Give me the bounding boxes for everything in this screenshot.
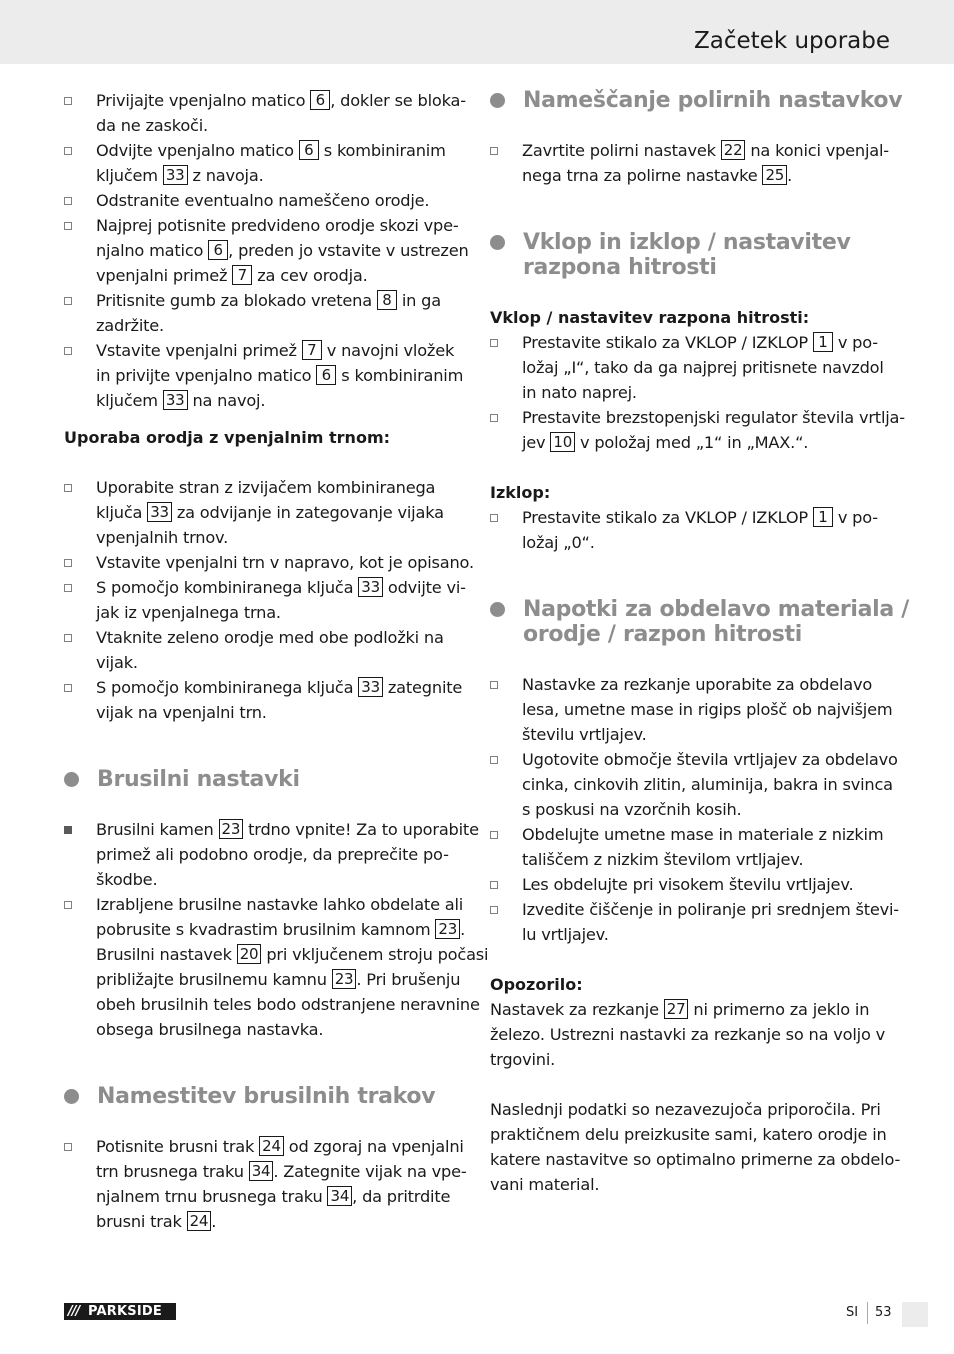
list-item: [490, 822, 890, 872]
square-bullet-icon: [64, 197, 72, 205]
brand-name: PARKSIDE: [88, 1304, 162, 1319]
square-bullet-icon: [490, 756, 498, 764]
list-item-text: Uporabite stran z izvijačem kombiniranega: [96, 478, 436, 497]
list-item: [64, 288, 464, 338]
list-item: [64, 575, 464, 625]
list-item-text: lu vrtljajev.: [522, 925, 609, 944]
subheading-warning: Opozorilo:: [490, 975, 583, 994]
square-bullet-icon: [490, 881, 498, 889]
list-item-text: Izvedite čiščenje in poliranje pri srednjem števi-: [522, 900, 899, 919]
list-item: [64, 475, 464, 550]
list-item: [64, 817, 479, 892]
square-bullet-icon: [490, 831, 498, 839]
part-reference-number: 1: [813, 507, 833, 527]
square-bullet-icon: [490, 681, 498, 689]
paragraph-note: [490, 1097, 901, 1197]
language-code: SI: [846, 1305, 859, 1320]
square-bullet-icon: [64, 634, 72, 642]
section-heading-tips: [490, 597, 910, 647]
section-title: Namestitev brusilnih trakov: [97, 1084, 436, 1109]
list-item-text: S pomočjo kombiniranega ključa 33 zategnite: [96, 678, 463, 697]
logo-stripes-icon: ///: [68, 1304, 80, 1319]
part-reference-number: 8: [377, 290, 397, 310]
part-reference-number: 27: [664, 999, 689, 1019]
instruction-list: [490, 138, 890, 188]
section-title-line: razpona hitrosti: [523, 255, 717, 280]
list-item-text: ključem 33 na navoj.: [96, 391, 266, 410]
list-item-text: približajte brusilnemu kamnu 23 . Pri brušenju: [96, 970, 461, 989]
paragraph-line: Naslednji podatki so nezavezujoča priporočila. Pri: [490, 1100, 881, 1119]
subheading-off: Izklop:: [490, 483, 551, 502]
list-item: [64, 138, 464, 188]
square-bullet-icon: [64, 484, 72, 492]
list-item-text: Prestavite stikalo za VKLOP / IZKLOP 1 v po-: [522, 333, 878, 352]
list-item-text: in privijte vpenjalno matico 6 s kombiniranim: [96, 366, 464, 385]
list-item-text: Vstavite vpenjalni trn v napravo, kot je opisano.: [96, 553, 474, 572]
square-bullet-icon: [64, 297, 72, 305]
part-reference-number: 10: [550, 432, 575, 452]
list-item-text: obsega brusilnega nastavka.: [96, 1020, 324, 1039]
list-item: [490, 505, 890, 555]
list-item: [64, 675, 464, 725]
square-bullet-icon: [490, 147, 498, 155]
list-item: [64, 88, 464, 138]
list-item-text: Vtaknite zeleno orodje med obe podložki na: [96, 628, 444, 647]
list-item-text: jak iz vpenjalnega trna.: [96, 603, 281, 622]
list-item: [490, 405, 905, 455]
part-reference-number: 34: [249, 1161, 274, 1181]
part-reference-number: 1: [813, 332, 833, 352]
list-item-text: ložaj „0“.: [522, 533, 595, 552]
square-bullet-icon: [64, 347, 72, 355]
list-item-text: Prestavite brezstopenjski regulator števila vrtlja-: [522, 408, 905, 427]
list-item: [64, 550, 474, 575]
section-bullet-icon: [490, 93, 505, 108]
square-bullet-icon: [64, 97, 72, 105]
list-item-text: obeh brusilnih teles bodo odstranjene neravnine: [96, 995, 480, 1014]
part-reference-number: 6: [299, 140, 319, 160]
list-item-text: vijak na vpenjalni trn.: [96, 703, 267, 722]
square-bullet-icon: [490, 906, 498, 914]
square-bullet-icon: [490, 339, 498, 347]
list-item-text: pobrusite s kvadrastim brusilnim kamnom 23 .: [96, 920, 466, 939]
square-bullet-icon: [64, 901, 72, 909]
list-item-text: Odstranite eventualno nameščeno orodje.: [96, 191, 430, 210]
list-item-text: Potisnite brusni trak 24 od zgoraj na vpenjalni: [96, 1137, 464, 1156]
list-item-text: Brusilni kamen 23 trdno vpnite! Za to uporabite: [96, 820, 479, 839]
part-reference-number: 23: [435, 919, 460, 939]
instruction-list: [64, 475, 474, 725]
list-item: [64, 188, 464, 213]
list-item-text: s poskusi na vzorčnih kosih.: [522, 800, 742, 819]
list-item-text: Brusilni nastavek 20 pri vključenem stroju počasi: [96, 945, 489, 964]
section-title-line: Napotki za obdelavo materiala /: [523, 597, 910, 622]
section-heading-polish: [490, 88, 903, 113]
list-item-text: Ugotovite območje števila vrtljajev za obdelavo: [522, 750, 898, 769]
square-bullet-icon: [64, 584, 72, 592]
part-reference-number: 6: [316, 365, 336, 385]
list-item-text: cinka, cinkovih zlitin, aluminija, bakra in svinca: [522, 775, 893, 794]
list-item: [490, 330, 890, 405]
part-reference-number: 25: [762, 165, 787, 185]
list-item: [64, 213, 469, 288]
subheading-mandrel: Uporaba orodja z vpenjalnim trnom:: [64, 428, 391, 447]
list-item-text: nega trna za polirne nastavke 25 .: [522, 166, 793, 185]
part-reference-number: 23: [219, 819, 244, 839]
list-item-text: njalnem trnu brusnega traku 34 , da pritrdite: [96, 1187, 451, 1206]
square-bullet-icon: [64, 222, 72, 230]
part-reference-number: 33: [163, 390, 188, 410]
list-item: [490, 897, 899, 947]
list-item-text: ključem 33 z navoja.: [96, 166, 264, 185]
list-item-text: in nato naprej.: [522, 383, 637, 402]
square-bullet-icon: [490, 514, 498, 522]
part-reference-number: 33: [358, 677, 383, 697]
square-bullet-icon: [64, 684, 72, 692]
part-reference-number: 33: [358, 577, 383, 597]
list-item: [490, 747, 898, 822]
list-item-text: Pritisnite gumb za blokado vretena 8 in ga: [96, 291, 441, 310]
list-item-text: lesa, umetne mase in rigips plošč ob najvišjem: [522, 700, 893, 719]
list-item: [64, 1134, 467, 1234]
part-reference-number: 7: [232, 265, 252, 285]
section-heading-belts: [64, 1084, 464, 1109]
page-number: 53: [875, 1305, 892, 1320]
list-item-text: primež ali podobno orodje, da preprečite po-: [96, 845, 449, 864]
square-bullet-icon: [64, 559, 72, 567]
paragraph-line: vani material.: [490, 1175, 600, 1194]
list-item: [64, 625, 464, 675]
list-item-text: Nastavke za rezkanje uporabite za obdelavo: [522, 675, 873, 694]
part-reference-number: 20: [237, 944, 262, 964]
list-item-text: Vstavite vpenjalni primež 7 v navojni vložek: [96, 341, 455, 360]
section-title-line: Vklop in izklop / nastavitev: [523, 230, 851, 255]
list-item-text: Najprej potisnite predvideno orodje skozi vpe-: [96, 216, 459, 235]
paragraph-line: Nastavek za rezkanje 27 ni primerno za jeklo in: [490, 1000, 870, 1019]
page-title: Začetek uporabe: [694, 28, 890, 54]
section-bullet-icon: [64, 1089, 79, 1104]
paragraph-line: katere nastavitve so optimalno primerne za obdelo-: [490, 1150, 901, 1169]
list-item-text: vpenjalni primež 7 za cev orodja.: [96, 266, 368, 285]
list-item-text: Zavrtite polirni nastavek 22 na konici vpenjal-: [522, 141, 889, 160]
left-column: [64, 88, 489, 1234]
list-item-text: Prestavite stikalo za VKLOP / IZKLOP 1 v po-: [522, 508, 878, 527]
part-reference-number: 6: [310, 90, 330, 110]
section-heading-grinding: [64, 767, 464, 792]
list-item-text: številu vrtljajev.: [522, 725, 647, 744]
section-bullet-icon: [490, 602, 505, 617]
list-item-text: brusni trak 24 .: [96, 1212, 217, 1231]
list-item-text: vpenjalnih trnov.: [96, 528, 229, 547]
section-bullet-icon: [490, 235, 505, 250]
list-item-text: tališčem z nizkim številom vrtljajev.: [522, 850, 804, 869]
list-item-text: škodbe.: [96, 870, 158, 889]
list-item-text: Les obdelujte pri visokem številu vrtljajev.: [522, 875, 854, 894]
instruction-list: [490, 505, 890, 555]
subheading-on: Vklop / nastavitev razpona hitrosti:: [490, 308, 810, 327]
list-item-text: njalno matico 6 , preden jo vstavite v ustrezen: [96, 241, 469, 260]
section-heading-switch: [490, 230, 890, 280]
list-item-text: Obdelujte umetne mase in materiale z nizkim: [522, 825, 884, 844]
list-item-text: da ne zaskoči.: [96, 116, 208, 135]
list-item-text: Privijajte vpenjalno matico 6 , dokler se bloka-: [96, 91, 466, 110]
paragraph-line: železo. Ustrezni nastavki za rezkanje so na voljo v: [490, 1025, 885, 1044]
list-item: [490, 672, 893, 747]
list-item: [490, 872, 890, 897]
list-item-text: Odvijte vpenjalno matico 6 s kombiniranim: [96, 141, 446, 160]
instruction-list: [490, 672, 899, 947]
part-reference-number: 7: [302, 340, 322, 360]
part-reference-number: 22: [721, 140, 746, 160]
footer-divider: [867, 1302, 868, 1324]
section-title-line: orodje / razpon hitrosti: [523, 622, 802, 647]
instruction-list: [490, 330, 905, 455]
list-item-text: ključa 33 za odvijanje in zategovanje vijaka: [96, 503, 444, 522]
square-bullet-icon: [64, 826, 72, 834]
section-bullet-icon: [64, 772, 79, 787]
paragraph-line: trgovini.: [490, 1050, 556, 1069]
list-item-text: Izrabljene brusilne nastavke lahko obdelate ali: [96, 895, 464, 914]
list-item-text: vijak.: [96, 653, 138, 672]
list-item-text: ložaj „I“, tako da ga najprej pritisnete navzdol: [522, 358, 884, 377]
list-item-text: jev 10 v položaj med „1“ in „MAX.“.: [522, 433, 809, 452]
instruction-list: [64, 1134, 467, 1234]
instruction-list: [64, 88, 469, 413]
part-reference-number: 34: [327, 1186, 352, 1206]
part-reference-number: 33: [163, 165, 188, 185]
list-item: [64, 892, 489, 1042]
list-item: [64, 338, 464, 413]
part-reference-number: 24: [187, 1211, 212, 1231]
section-title: Brusilni nastavki: [97, 767, 300, 792]
square-bullet-icon: [64, 147, 72, 155]
section-title: Nameščanje polirnih nastavkov: [523, 88, 903, 113]
list-item: [490, 138, 890, 188]
paragraph-line: praktičnem delu preizkusite sami, katero orodje in: [490, 1125, 887, 1144]
footer-tab-marker: [902, 1302, 928, 1327]
paragraph-warning: [490, 997, 890, 1072]
part-reference-number: 23: [332, 969, 357, 989]
part-reference-number: 33: [147, 502, 172, 522]
part-reference-number: 24: [259, 1136, 284, 1156]
list-item-text: trn brusnega traku 34 . Zategnite vijak na vpe-: [96, 1162, 467, 1181]
list-item-text: zadržite.: [96, 316, 164, 335]
parkside-logo: [64, 1303, 176, 1320]
list-item-text: S pomočjo kombiniranega ključa 33 odvijte vi-: [96, 578, 466, 597]
square-bullet-icon: [64, 1143, 72, 1151]
part-reference-number: 6: [208, 240, 228, 260]
square-bullet-icon: [490, 414, 498, 422]
instruction-list: [64, 817, 489, 1042]
right-column: [490, 88, 910, 1197]
